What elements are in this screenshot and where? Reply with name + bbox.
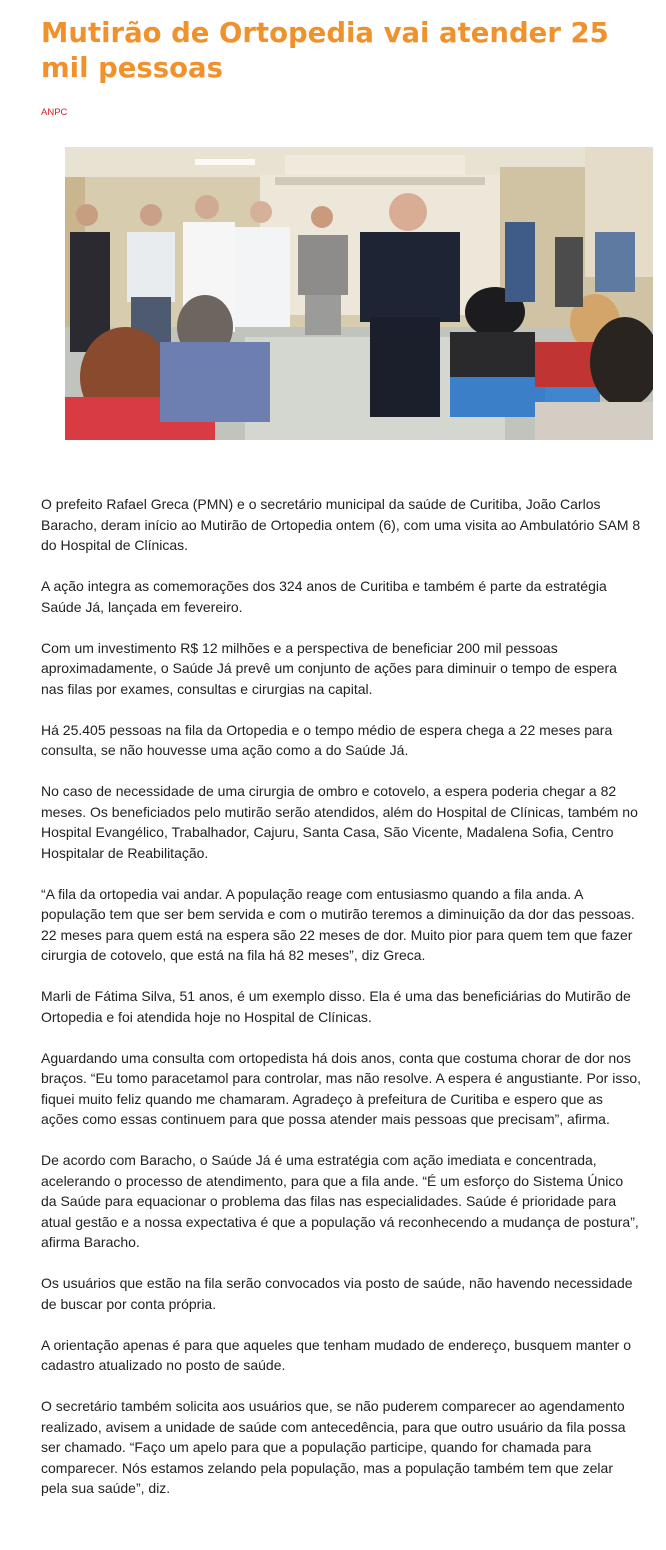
article-header bbox=[41, 0, 631, 119]
article-paragraph: Há 25.405 pessoas na fila da Ortopedia e o tempo médio de espera chega a 22 meses para consulta, se não houvesse uma ação como a do Saúde Já. bbox=[41, 721, 613, 758]
photo-hospital-waiting-room-icon bbox=[65, 147, 653, 440]
article-paragraph: A orientação apenas é para que aqueles que tenham mudado de endereço, busquem manter o cadastro atualizado no posto de saúde. bbox=[41, 1336, 631, 1373]
article-paragraph: “A fila da ortopedia vai andar. A população reage com entusiasmo quando a fila anda. A população tem que ser bem servida e com o mutirão teremos a diminuição da dor das pessoas. 22 meses para quem está na espera são 22 meses de dor. Muito pior para quem tem que fazer cirurgia de cotovelo, que está na fila há 82 meses”, diz Greca. bbox=[41, 885, 635, 963]
article-paragraph: Com um investimento R$ 12 milhões e a perspectiva de beneficiar 200 mil pessoas aproximadamente, o Saúde Já prevê um conjunto de ações para diminuir o tempo de espera nas filas por exames, consultas e cirurgias na capital. bbox=[41, 639, 617, 697]
article-paragraph: Marli de Fátima Silva, 51 anos, é um exemplo disso. Ela é uma das beneficiárias do Mutirão de Ortopedia e foi atendida hoje no Hospital de Clínicas. bbox=[41, 988, 631, 1025]
article-source: ANPC bbox=[41, 107, 68, 118]
article-paragraph: Aguardando uma consulta com ortopedista há dois anos, conta que costuma chorar de dor nos braços. “Eu tomo paracetamol para controlar, mas não resolve. A espera é angustiante. Por isso, fiquei muito feliz quando me chamaram. Agradeço à prefeitura de Curitiba e espero que as ações como essas continuem para que possa atender mais pessoas que precisam”, afirma. bbox=[41, 1049, 641, 1127]
article-paragraph: O prefeito Rafael Greca (PMN) e o secretário municipal da saúde de Curitiba, João Carlos Baracho, deram início ao Mutirão de Ortopedia ontem (6), com uma visita ao Ambulatório SAM 8 do Hospital de Clínicas. bbox=[41, 496, 641, 553]
article-paragraph: No caso de necessidade de uma cirurgia de ombro e cotovelo, a espera poderia chegar a 82 meses. Os beneficiados pelo mutirão serão atendidos, além do Hospital de Clínicas, também no Hospital Evangélico, Trabalhador, Cajuru, Santa Casa, São Vicente, Madalena Sofia, Centro Hospitalar de Reabilitação. bbox=[41, 783, 638, 861]
article-body bbox=[41, 494, 641, 1519]
article-photo bbox=[65, 147, 653, 440]
article-paragraph: De acordo com Baracho, o Saúde Já é uma estratégia com ação imediata e concentrada, acelerando o processo de atendimento, para que a fila ande. “É um esforço do Sistema Único da Saúde para equacionar o problema das filas nas especialidades. Saúde é prioridade para atual gestão e a nossa expectativa é que a população vá reconhecendo a mudança de postura”, afirma Baracho. bbox=[41, 1152, 639, 1250]
article-paragraph: A ação integra as comemorações dos 324 anos de Curitiba e também é parte da estratégia Saúde Já, lançada em fevereiro. bbox=[41, 578, 607, 615]
article-title: Mutirão de Ortopedia vai atender 25 mil pessoas bbox=[41, 17, 609, 84]
article-paragraph: Os usuários que estão na fila serão convocados via posto de saúde, não havendo necessidade de buscar por conta própria. bbox=[41, 1275, 633, 1312]
article-paragraph: O secretário também solicita aos usuários que, se não puderem comparecer ao agendamento realizado, avisem a unidade de saúde com antecedência, para que outro usuário da fila possa ser chamado. “Faço um apelo para que a população participe, quando for chamada para comparecer. Nós estamos zelando pela população, mas a população também tem que zelar pela sua saúde”, diz. bbox=[41, 1398, 626, 1496]
